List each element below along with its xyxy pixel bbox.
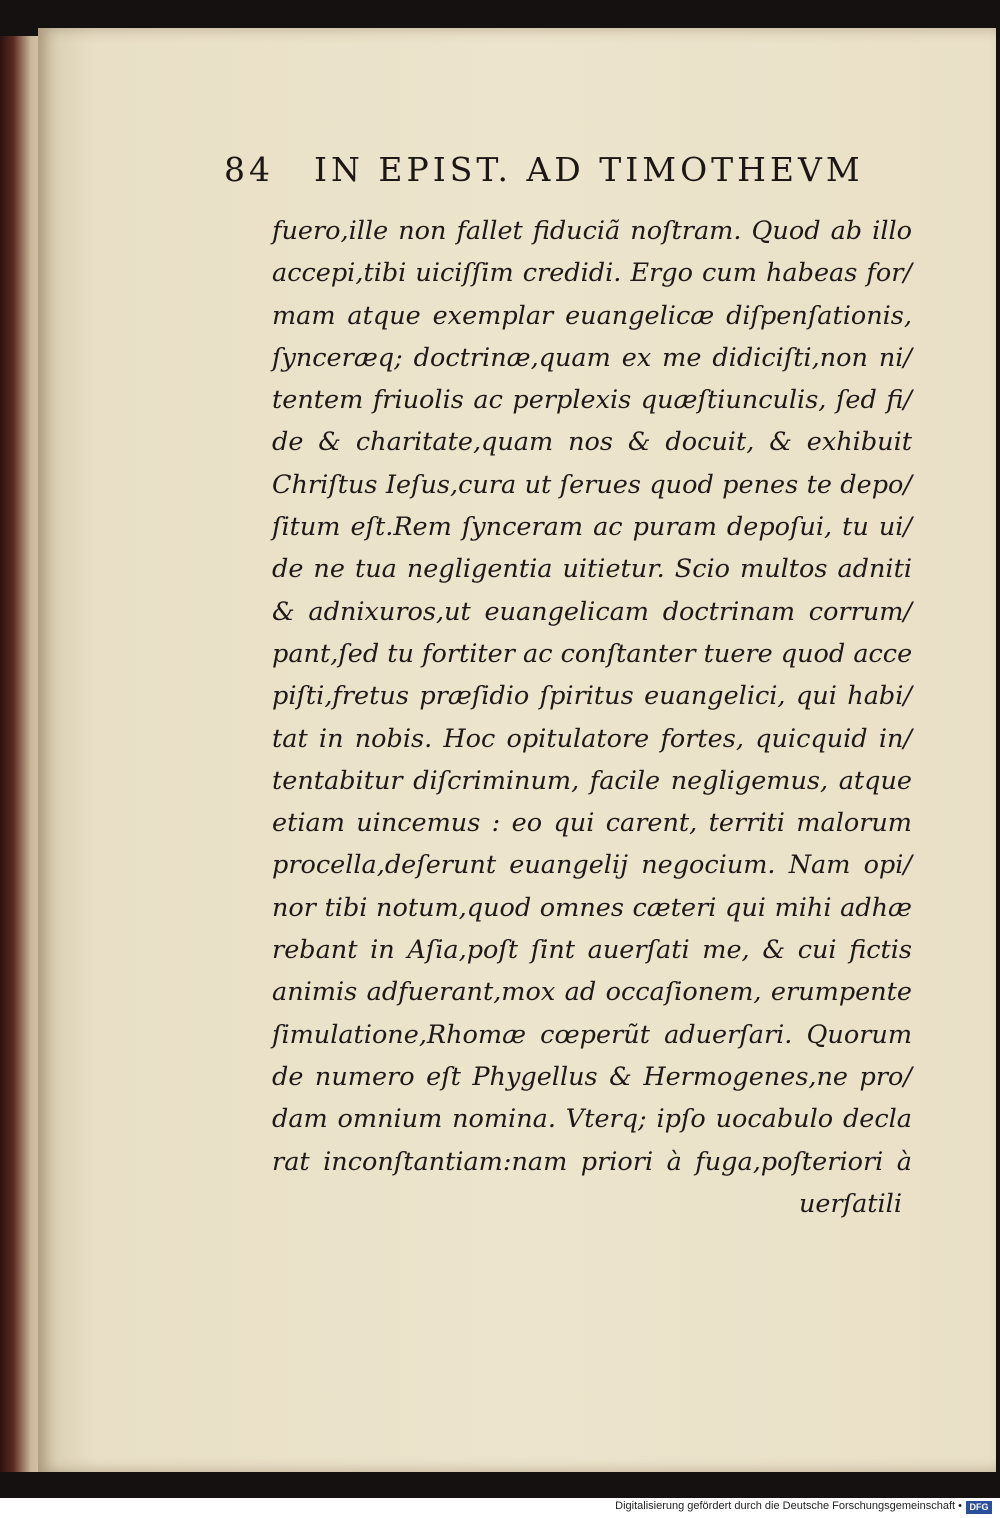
dfg-logo-icon: DFG bbox=[966, 1501, 992, 1514]
text-line: nor tibi notum,quod omnes cæteri qui mihi adhæ bbox=[272, 892, 912, 923]
text-line: rebant in Aſia,poſt ſint auerſati me, & cui fictis bbox=[272, 935, 912, 966]
footer-bar bbox=[0, 1498, 1000, 1518]
text-line: dam omnium nomina. Vterq; ipſo uocabulo decla bbox=[272, 1104, 912, 1135]
text-line: fuero,ille non fallet fiduciã noſtram. Quod ab illo bbox=[272, 216, 912, 246]
text-line: rat inconſtantiam:nam priori à fuga,poſteriori à bbox=[272, 1146, 912, 1177]
text-line: de numero eſt Phygellus & Hermogenes,ne pro/ bbox=[272, 1061, 912, 1092]
text-line: de ne tua negligentia uitietur. Scio multos adniti bbox=[272, 554, 912, 585]
text-line: procella,deſerunt euangelij negocium. Nam opi/ bbox=[272, 850, 912, 881]
text-line: ſimulatione,Rhomæ cœperũt aduerſari. Quorum bbox=[272, 1019, 912, 1050]
footer-credit: Digitalisierung gefördert durch die Deutsche Forschungsgemeinschaft • bbox=[615, 1500, 962, 1512]
text-line: tentabitur diſcriminum, facile negligemus, atque bbox=[272, 765, 912, 796]
text-line: & adnixuros,ut euangelicam doctrinam corrum/ bbox=[272, 596, 912, 627]
text-line: mam atque exemplar euangelicæ diſpenſationis, bbox=[272, 300, 912, 331]
text-line: ſynceræq; doctrinæ,quam ex me didiciſti,non ni/ bbox=[272, 342, 912, 373]
text-line: animis adfuerant,mox ad occaſionem, erumpente bbox=[272, 977, 912, 1008]
text-line: ſitum eſt.Rem ſynceram ac puram depoſui, tu ui/ bbox=[272, 512, 912, 543]
page-number: 84 bbox=[224, 150, 274, 189]
running-head: IN EPIST. AD TIMOTHEVM bbox=[314, 150, 864, 189]
catchword: uerſatili bbox=[798, 1188, 902, 1219]
body-text bbox=[272, 210, 912, 1225]
text-line: tentem friuolis ac perplexis quæſtiunculis, ſed fi/ bbox=[272, 385, 912, 416]
page-header bbox=[190, 150, 920, 200]
text-line: tat in nobis. Hoc opitulatore fortes, quicquid in/ bbox=[272, 723, 912, 754]
text-line: de & charitate,quam nos & docuit, & exhibuit bbox=[272, 427, 912, 458]
text-line: Chriſtus Ieſus,cura ut ſerues quod penes te depo/ bbox=[272, 469, 912, 500]
text-line: etiam uincemus : eo qui carent, territi malorum bbox=[272, 808, 912, 839]
text-line: piſti,fretus præſidio ſpiritus euangelici, qui habi/ bbox=[272, 681, 912, 712]
text-line: accepi,tibi uiciſſim credidi. Ergo cum habeas for/ bbox=[272, 258, 912, 289]
text-line: pant,ſed tu fortiter ac conſtanter tuere quod acce bbox=[272, 638, 913, 669]
